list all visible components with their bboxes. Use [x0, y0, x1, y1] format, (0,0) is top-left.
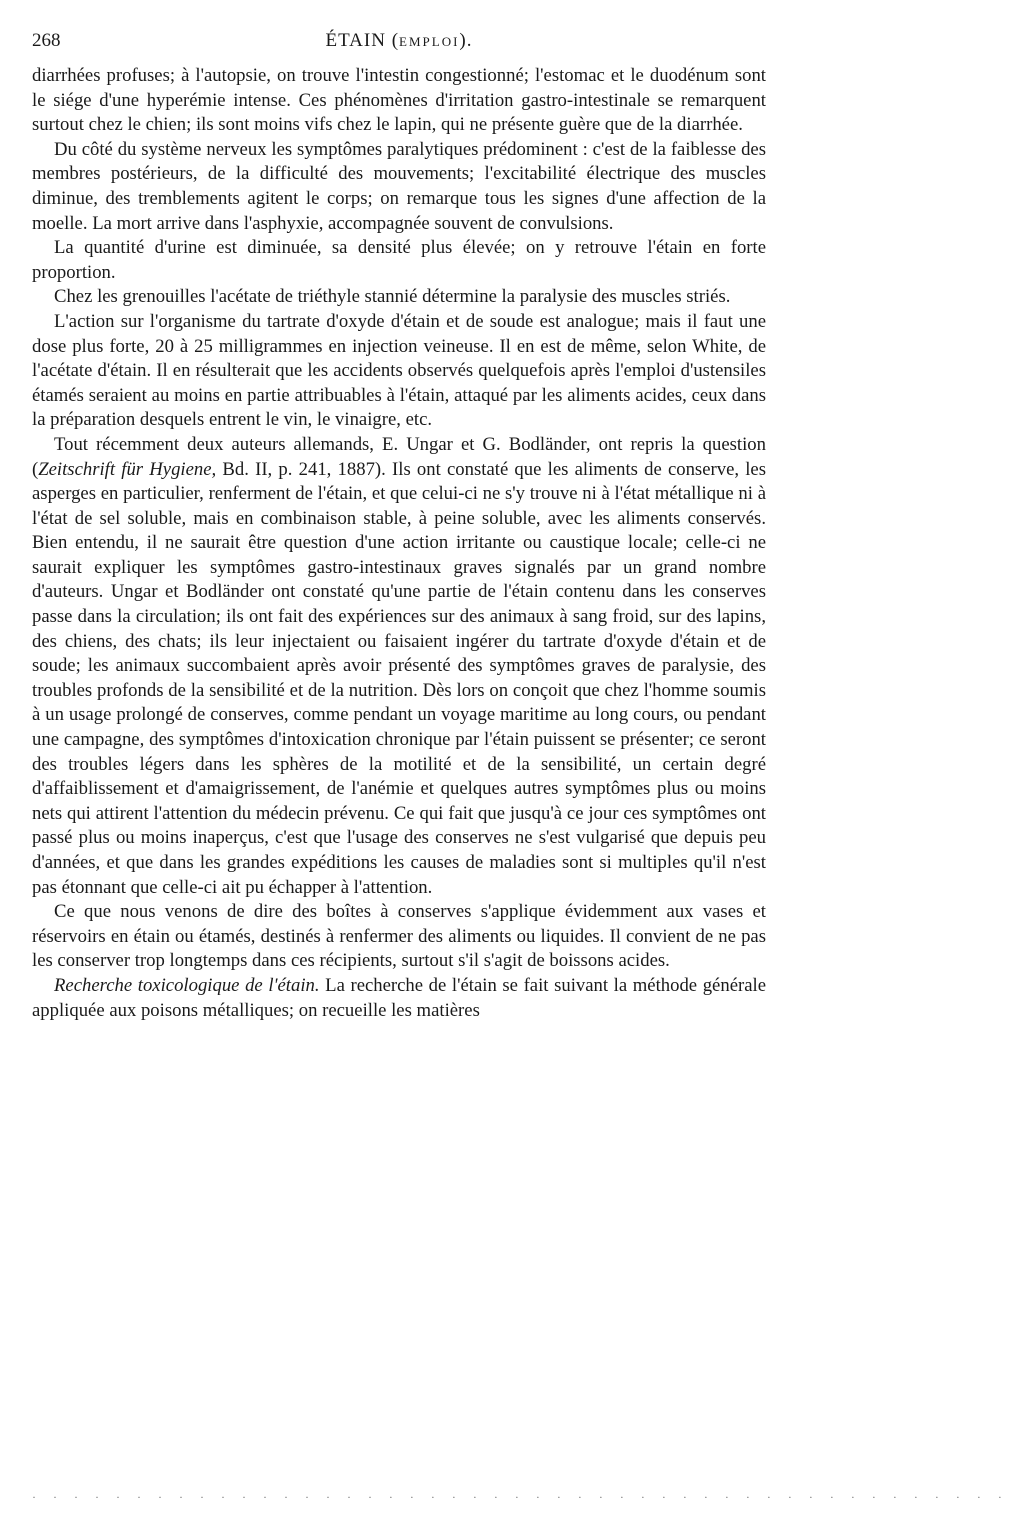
paragraph-urine: La quantité d'urine est diminuée, sa densité plus élevée; on y retrouve l'étain en forte proportion. [32, 237, 766, 283]
running-title [32, 30, 766, 52]
running-title-close: ). [459, 30, 473, 51]
body-text [32, 64, 766, 1023]
running-title-main: ÉTAIN [325, 30, 386, 51]
paragraph-frogs: Chez les grenouilles l'acétate de triéthyle stannié détermine la paralysie des muscles striés. [54, 286, 731, 308]
paragraph-nervous-system: Du côté du système nerveux les symptômes paralytiques prédominent : c'est de la faiblesse des membres postérieurs, de la difficulté des mouvements; l'excitabilité électrique des muscles diminue, des tremblements agitent le corps; on remarque tous les signes d'une affection de la moelle. La mort arrive dans l'asphyxie, accompagnée souvent de convulsions. [32, 138, 766, 234]
paragraph-vessels: Ce que nous venons de dire des boîtes à conserves s'applique évidemment aux vases et réservoirs en étain ou étamés, destinés à renfermer des aliments ou liquides. Il convient de ne pas les conserver trop longtemps dans ces récipients, surtout s'il s'agit de boissons acides. [32, 901, 766, 972]
running-title-open: ( [391, 30, 400, 51]
running-head [32, 30, 766, 64]
paragraph-ungar-bodlander [32, 433, 766, 900]
paragraph-toxicology [32, 974, 766, 1023]
running-title-sub: EMPLOI [399, 34, 460, 49]
paragraph-text: Bd. II, p. 241, 1887). Ils ont constaté que les aliments de conserve, les asperges en particulier, renferment de l'étain, et que celui-ci ne s'y trouve ni à l'état métallique ni à l'état de sel soluble, mais en combinaison stable, à peine soluble, avec les aliments conservés. Bien entendu, il ne saurait être question d'une action irritante ou caustique locale; celle-ci ne saurait expliquer les symptômes gastro-intestinaux graves signalés par un grand nombre d'auteurs. Ungar et Bodländer ont constaté qu'une partie de l'étain contenu dans les conserves passe dans la circulation; ils ont fait des expériences sur des animaux à sang froid, sur des lapins, des chiens, des chats; ils leur injectaient ou faisaient ingérer du tartrate d'oxyde d'étain et de soude; les animaux succombaient après avoir présenté des symptômes graves de paralysie, des troubles profonds de la sensibilité et de la nutrition. Dès lors on conçoit que chez l'homme soumis à un usage prolongé de conserves, comme pendant un voyage maritime au long cours, ou pendant une campagne, des symptômes d'intoxication chronique par l'étain puissent se présenter; ce seront des troubles légers dans les sphères de la motilité et de la sensibilité, un certain degré d'affaiblissement et d'amaigrissement, de l'anémie et quelques autres symptômes plus ou moins nets qui attirent l'attention du médecin prévenu. Ce qui fait que jusqu'à ce jour ces symptômes ont passé plus ou moins inaperçus, c'est que l'usage des conserves ne s'est vulgarisé que depuis peu d'années, et que dans les grandes expéditions les causes de maladies sont si multiples qu'il n'est pas étonnant que celle-ci ait pu échapper à l'attention. [32, 458, 766, 898]
page-number: 268 [32, 30, 61, 51]
journal-citation: Zeitschrift für Hygiene, [38, 458, 217, 480]
paragraph-text: La recherche de l'étain se fait suivant la méthode générale appliquée aux poisons métalliques; on recueille les matières [32, 974, 766, 1021]
bleed-through-dots: · · · · · · · · · · · · · · · · · · · · · · · · · · · · · · · · · · · · · · · · · · · · · · · [32, 1490, 1009, 1504]
section-run-in-heading: Recherche toxicologique de l'étain. [54, 974, 320, 996]
paragraph-text: Tout récemment deux auteurs allemands, E. Ungar et G. Bodländer, ont repris la question ( [32, 433, 766, 480]
book-page [32, 30, 766, 1023]
paragraph-continuation: diarrhées profuses; à l'autopsie, on trouve l'intestin congestionné; l'estomac et le duodénum sont le siége d'une hyperémie intense. Ces phénomènes d'irritation gastro-intestinale se remarquent surtout chez le chien; ils sont moins vifs chez le lapin, qui ne présente guère que de la diarrhée. [32, 65, 766, 136]
paragraph-tartrate: L'action sur l'organisme du tartrate d'oxyde d'étain et de soude est analogue; mais il faut une dose plus forte, 20 à 25 milligrammes en injection veineuse. Il en est de même, selon White, de l'acétate d'étain. Il en résulterait que les accidents observés quelquefois après l'emploi d'ustensiles étamés seraient au moins en partie attribuables à l'étain, attaqué par les aliments acides, ceux dans la préparation desquels entrent le vin, le vinaigre, etc. [32, 310, 766, 431]
